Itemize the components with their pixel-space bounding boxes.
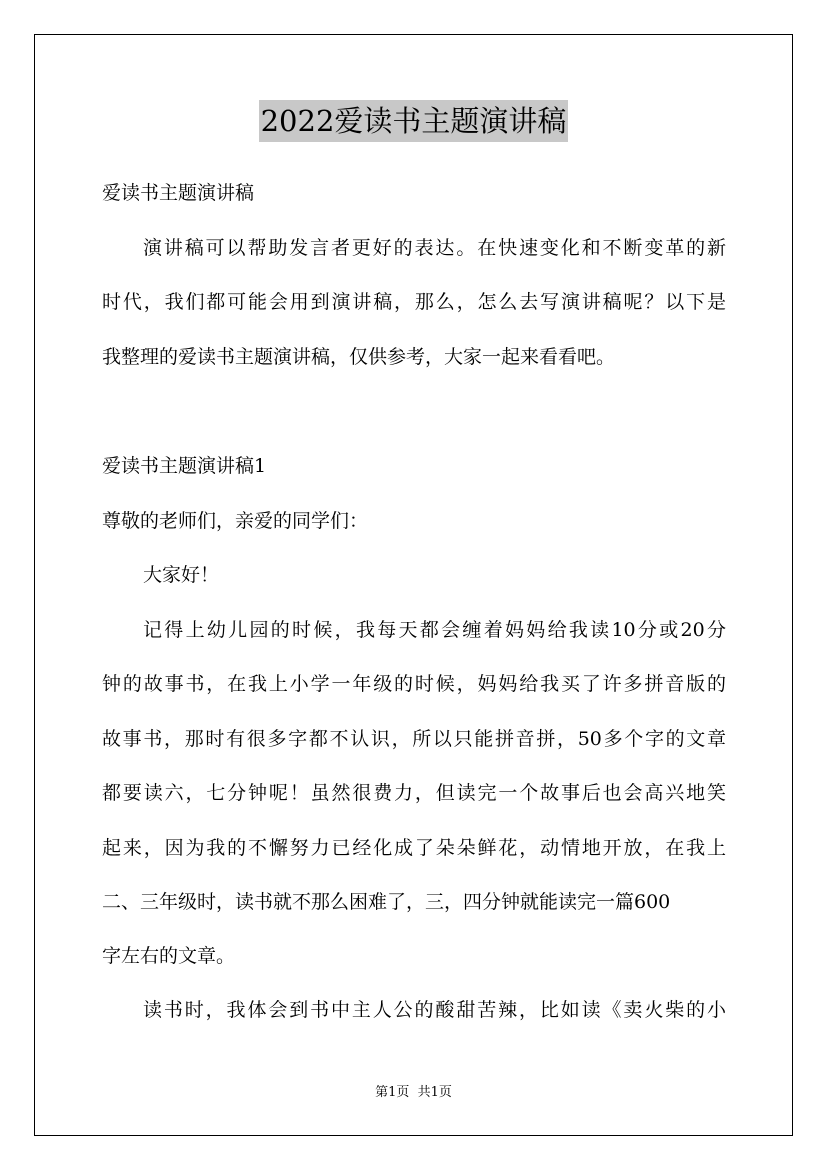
speech-heading: 爱读书主题演讲稿1	[102, 455, 267, 477]
paragraph-line: 故事书，那时有很多字都不认识，所以只能拼音拼，50多个字的文章	[102, 728, 726, 750]
paragraph-line: 钟的故事书，在我上小学一年级的时候，妈妈给我买了许多拼音版的	[102, 673, 726, 695]
paragraph-line: 读书时，我体会到书中主人公的酸甜苦辣，比如读《卖火柴的小	[143, 999, 726, 1021]
section-heading: 爱读书主题演讲稿	[102, 182, 255, 204]
paragraph-line: 我整理的爱读书主题演讲稿，仅供参考，大家一起来看看吧。	[102, 346, 616, 368]
title-container	[0, 100, 827, 142]
paragraph-line: 二、三年级时，读书就不那么困难了，三，四分钟就能读完一篇600	[102, 891, 671, 913]
document-title: 2022爱读书主题演讲稿	[259, 100, 569, 142]
paragraph-line: 时代，我们都可能会用到演讲稿，那么，怎么去写演讲稿呢？以下是	[102, 291, 726, 313]
paragraph-line: 演讲稿可以帮助发言者更好的表达。在快速变化和不断变革的新	[143, 237, 726, 259]
page-number-footer: 第1页 共1页	[375, 1085, 452, 1100]
paragraph-line: 都要读六，七分钟呢！虽然很费力，但读完一个故事后也会高兴地笑	[102, 782, 726, 804]
paragraph-line: 字左右的文章。	[102, 945, 236, 967]
paragraph-line: 记得上幼儿园的时候，我每天都会缠着妈妈给我读10分或20分	[143, 619, 726, 641]
greeting: 大家好！	[143, 564, 220, 586]
paragraph-line: 起来，因为我的不懈努力已经化成了朵朵鲜花，动情地开放，在我上	[102, 837, 726, 859]
salutation: 尊敬的老师们，亲爱的同学们：	[102, 510, 369, 532]
